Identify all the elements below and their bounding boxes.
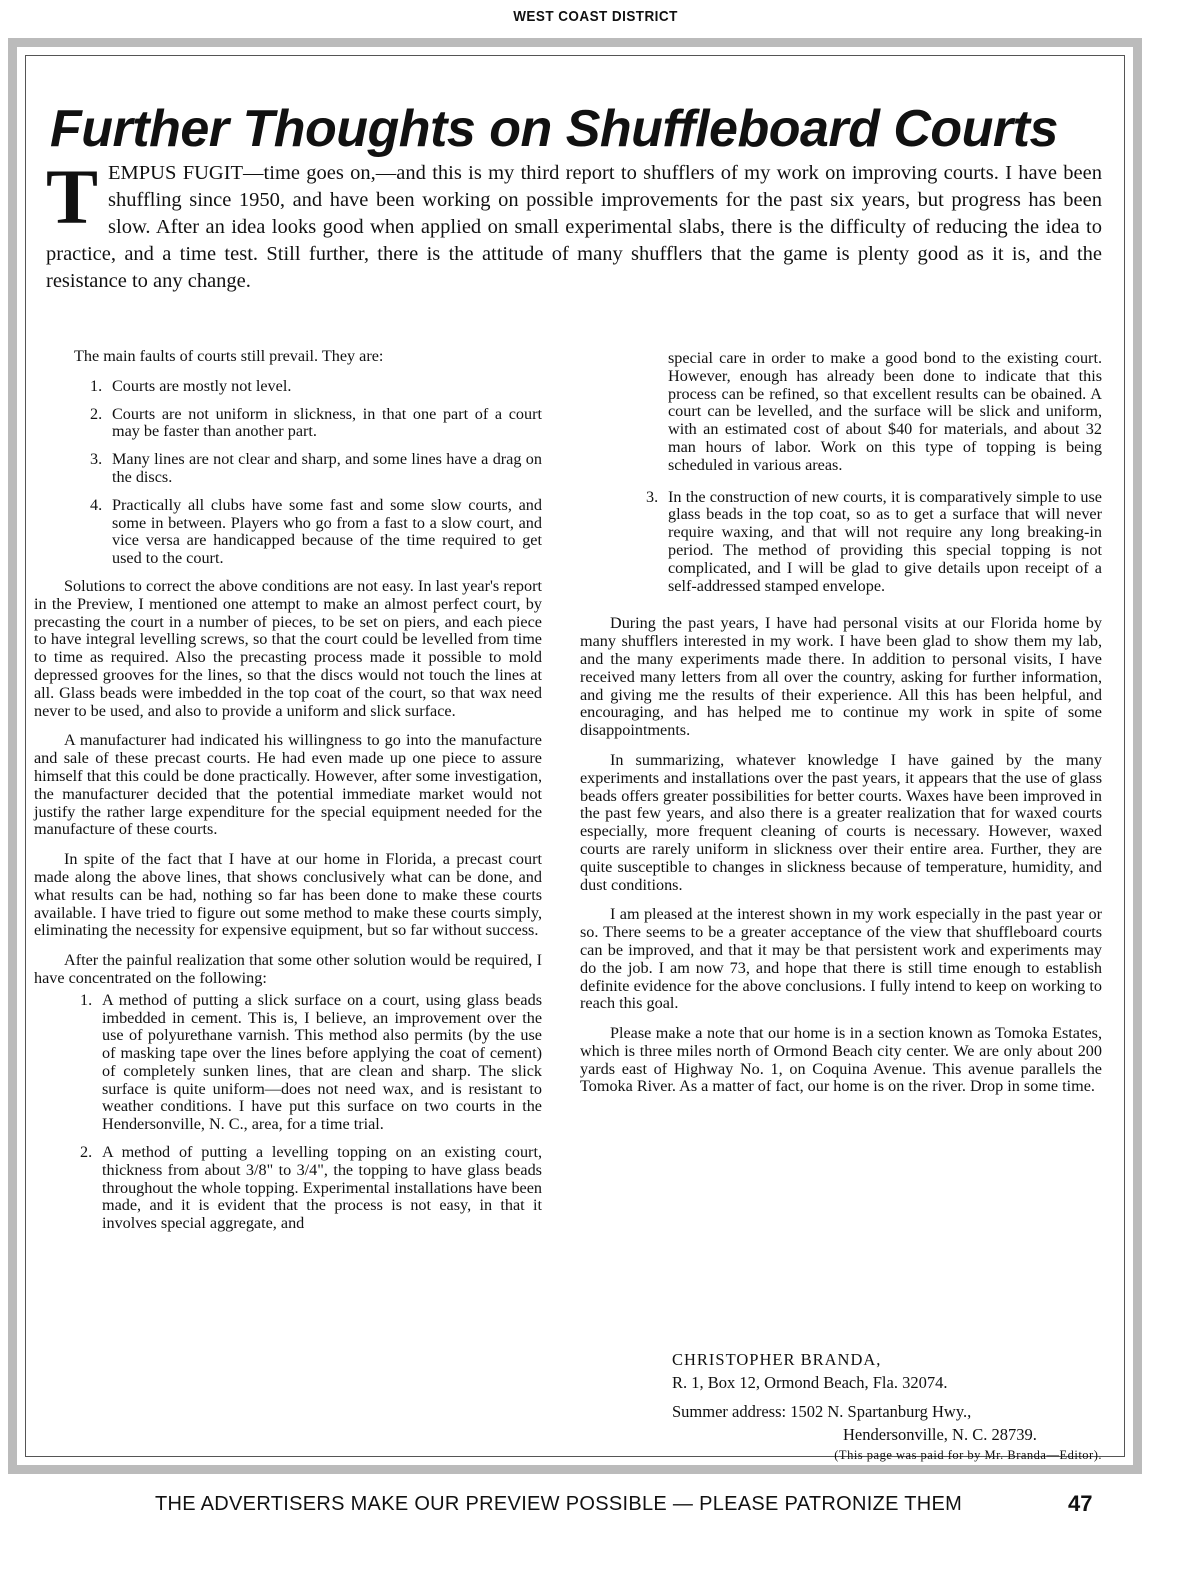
page-number: 47 xyxy=(1068,1491,1093,1516)
paragraph-pleased: I am pleased at the interest shown in my work especially in the past year or so. There seems to be a greater acceptance of the view that shuffleboard courts can be improved, and that it may be that persistent work and experiments may do the job. I am now 73, and hope that there is still time enough to establish definite evidence for the above conclusions. I fully intend to keep on working to reach this goal. xyxy=(580,905,1102,1013)
list-number: 3. xyxy=(646,487,659,506)
list-item xyxy=(646,487,1102,596)
summer-address-city: Hendersonville, N. C. 28739. xyxy=(843,1425,1037,1444)
paragraph-after: After the painful realization that some other solution would be required, I have concentrated on the following: xyxy=(34,951,542,987)
intro-paragraph xyxy=(46,153,1102,295)
footer-slogan: THE ADVERTISERS MAKE OUR PREVIEW POSSIBLE — PLEASE PATRONIZE THEM xyxy=(155,1493,963,1515)
author-address: R. 1, Box 12, Ormond Beach, Fla. 32074. xyxy=(672,1373,948,1392)
editor-note: (This page was paid for by Mr. Branda—Editor). xyxy=(834,1448,1102,1462)
list-item xyxy=(90,404,542,442)
left-column xyxy=(34,348,542,1243)
paragraph-in-spite: In spite of the fact that I have at our home in Florida, a precast court made along the above lines, that shows conclusively what can be done, and what results can be had, nothing so far has been done to make these courts available. I have tried to figure out some method to make these courts simply, eliminating the necessity for expensive equipment, but so far without success. xyxy=(34,850,542,940)
drop-cap: T xyxy=(46,153,99,240)
list-text: A method of putting a levelling topping on an existing court, thickness from about 3/8" to 3/4", the topping to have glass beads throughout the whole topping. Experimental installations have been made, and it is evident that the process is not easy, in that it involves special aggregate, and xyxy=(102,1143,542,1233)
list-text: Practically all clubs have some fast and some slow courts, and some in between. Players who go from a fast to a slow court, and vice versa are handicapped because of the time required to get used to the court. xyxy=(112,495,542,568)
method-3-list xyxy=(580,489,1102,596)
method-2-continued: special care in order to make a good bond to the existing court. However, enough has already been done to indicate that this process can be refined, so that excellent results can be obained. A court can be levelled, and the surface will be slick and uniform, with an estimated cost of about $40 for materials, and about 32 man hours of labor. Work on this type of topping is being scheduled in various areas. xyxy=(668,349,1102,474)
list-number: 1. xyxy=(90,376,103,395)
list-text: Courts are not uniform in slickness, in that one part of a court may be faster than another part. xyxy=(112,404,542,441)
list-text: Many lines are not clear and sharp, and some lines have a drag on the discs. xyxy=(112,450,542,486)
signature-block xyxy=(672,1348,1102,1464)
paragraph-summarizing: In summarizing, whatever knowledge I have gained by the many experiments and installations over the past years, it appears that the use of glass beads offers greater possibilities for better courts. Waxes have been improved in the past few years, and also there is a greater realization that for waxed courts especially, more frequent cleaning of courts is necessary. However, waxed courts are rarely uniform in slickness over their entire area. Further, they are quite susceptible to changes in slickness because of temperature, humidity, and dust conditions. xyxy=(580,750,1102,894)
paragraph-manufacturer: A manufacturer had indicated his willingness to go into the manufacture and sale of these precast courts. He had even made up one piece to assure himself that this could be done practically. However, after some investigation, the manufacturer decided that the potential immediate market would not justify the rather large expenditure for the special equipment needed for the manufacture of these courts. xyxy=(34,731,542,839)
list-number: 3. xyxy=(90,450,103,469)
summer-address: Summer address: 1502 N. Spartanburg Hwy., xyxy=(672,1402,972,1421)
list-number: 2. xyxy=(80,1143,93,1162)
list-item xyxy=(80,990,542,1134)
list-number: 4. xyxy=(90,495,103,514)
methods-list xyxy=(34,992,542,1233)
right-column xyxy=(580,350,1102,1108)
intro-text: EMPUS FUGIT—time goes on,—and this is my third report to shufflers of my work on improving courts. I have been shuffling since 1950, and have been working on possible improvements for the past six years, but progress has been slow. After an idea looks good when applied on small experimental slabs, there is the difficulty of reducing the idea to practice, and a time test. Still further, there is the attitude of many shufflers that the game is plenty good as it is, and the resistance to any change. xyxy=(46,162,1102,292)
list-number: 1. xyxy=(80,990,93,1009)
faults-list xyxy=(34,378,542,568)
list-text: A method of putting a slick surface on a court, using glass beads imbedded in cement. This is, I believe, an improvement over the use of polyurethane varnish. This method also permits (by the use of masking tape over the lines before applying the coat of cement) of completely sunken lines, that are clean and sharp. The slick surface is quite uniform—does not need wax, and is resistant to weather conditions. I have put this surface on two courts in the Hendersonville, N. C., area, for a time trial. xyxy=(102,990,542,1134)
paragraph-visits: During the past years, I have had personal visits at our Florida home by many shufflers interested in my work. I have been glad to show them my lab, and the many experiments made there. In addition to personal visits, I have received many letters from all over the country, asking for further information, and giving me the results of their experience. All this has been helpful, and encouraging, and has helped me to continue my work in spite of some disappointments. xyxy=(580,614,1102,740)
list-text: Courts are mostly not level. xyxy=(112,376,292,395)
paragraph-solutions: Solutions to correct the above conditions are not easy. In last year's report in the Preview, I mentioned one attempt to make an almost perfect court, by precasting the court in a number of pieces, to be set on piers, and each piece to have integral levelling screws, so that the court could be levelled from time to time as required. Also the precasting process made it possible to mold depressed grooves for the lines, so that the discs would not touch the lines at all. Glass beads were imbedded in the top coat of the court, so that wax need never to be used, and also to provide a uniform and slick surface. xyxy=(34,576,542,720)
list-item xyxy=(80,1143,542,1233)
faults-intro: The main faults of courts still prevail. They are: xyxy=(74,347,384,365)
list-item xyxy=(90,376,542,396)
list-number: 2. xyxy=(90,404,103,423)
article-title: Further Thoughts on Shuffleboard Courts xyxy=(50,99,1058,158)
section-header: WEST COAST DISTRICT xyxy=(513,8,678,25)
list-item xyxy=(90,495,542,568)
list-text: In the construction of new courts, it is comparatively simple to use glass beads in the top coat, so as to get a surface that will never require waxing, and that will not require any long breaking-in period. The method of providing this special topping is not complicated, and I will be glad to give details upon receipt of a self-addressed stamped envelope. xyxy=(668,487,1102,595)
list-item xyxy=(90,450,542,487)
paragraph-note: Please make a note that our home is in a section known as Tomoka Estates, which is three miles north of Ormond Beach city center. We are only about 200 yards east of Highway No. 1, on Coquina Avenue. This avenue parallels the Tomoka River. As a matter of fact, our home is on the river. Drop in some time. xyxy=(580,1024,1102,1096)
author-name: CHRISTOPHER BRANDA, xyxy=(672,1350,882,1369)
